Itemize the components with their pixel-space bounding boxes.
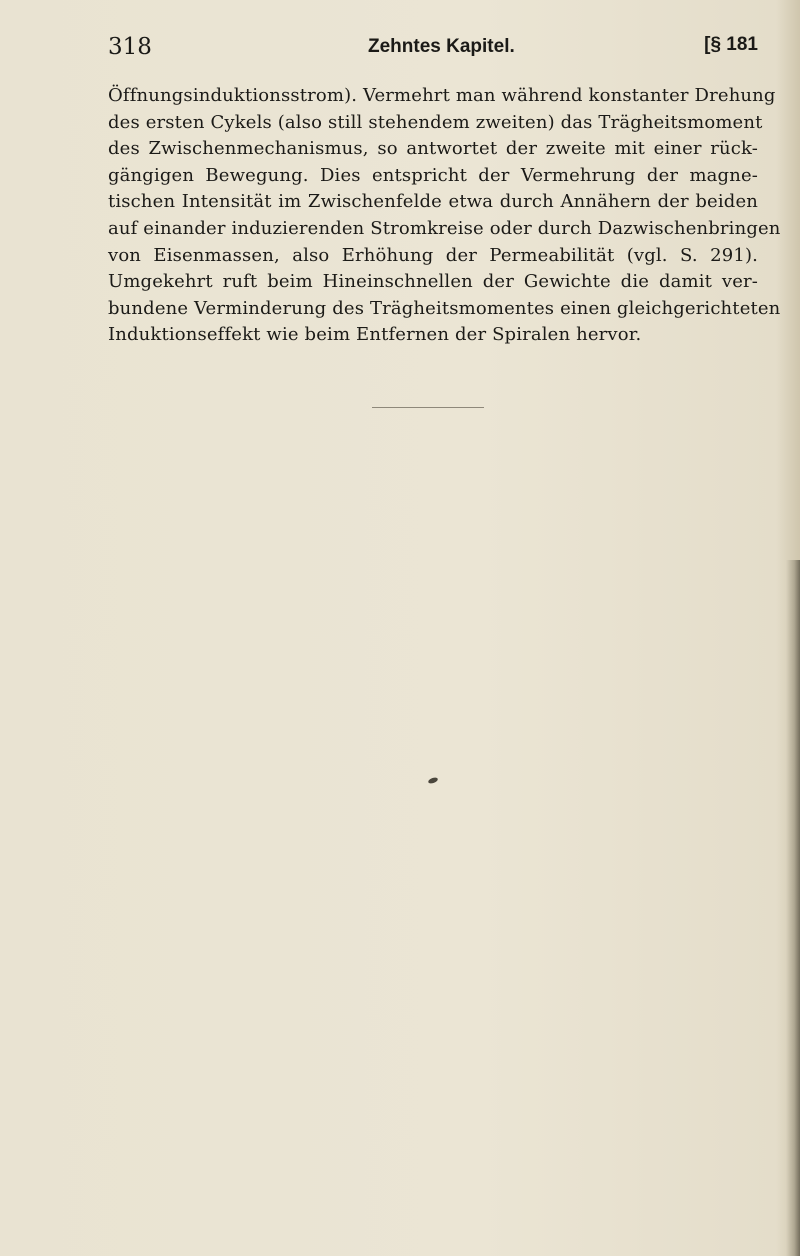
page-number: 318: [108, 34, 152, 60]
text-line: Induktionseffekt wie beim Entfernen der Spiralen hervor.: [108, 324, 642, 346]
text-line: bundene Verminderung des Trägheitsmomentes einen gleichgerichteten: [108, 297, 781, 319]
ink-speck: [427, 776, 438, 784]
section-reference: [§ 181: [704, 34, 758, 55]
section-end-rule: [372, 407, 484, 408]
page-header: [108, 34, 758, 64]
text-line: von Eisenmassen, also Erhöhung der Permeabilität (vgl. S. 291).: [108, 244, 758, 266]
text-line: des Zwischenmechanismus, so antwortet der zweite mit einer rück-: [108, 138, 758, 160]
text-line: tischen Intensität im Zwischenfelde etwa durch Annähern der beiden: [108, 191, 758, 213]
text-line: Öffnungsinduktionsstrom). Vermehrt man während konstanter Drehung: [108, 85, 776, 106]
text-line: des ersten Cykels (also still stehendem zweiten) das Trägheitsmoment: [108, 111, 763, 133]
chapter-title: Zehntes Kapitel.: [368, 36, 515, 57]
body-paragraph: [108, 83, 781, 349]
page-edge-shadow: [786, 560, 800, 1256]
text-line: gängigen Bewegung. Dies entspricht der Vermehrung der magne-: [108, 164, 758, 186]
text-line: Umgekehrt ruft beim Hineinschnellen der Gewichte die damit ver-: [108, 271, 758, 293]
text-line: auf einander induzierenden Stromkreise oder durch Dazwischenbringen: [108, 217, 781, 239]
